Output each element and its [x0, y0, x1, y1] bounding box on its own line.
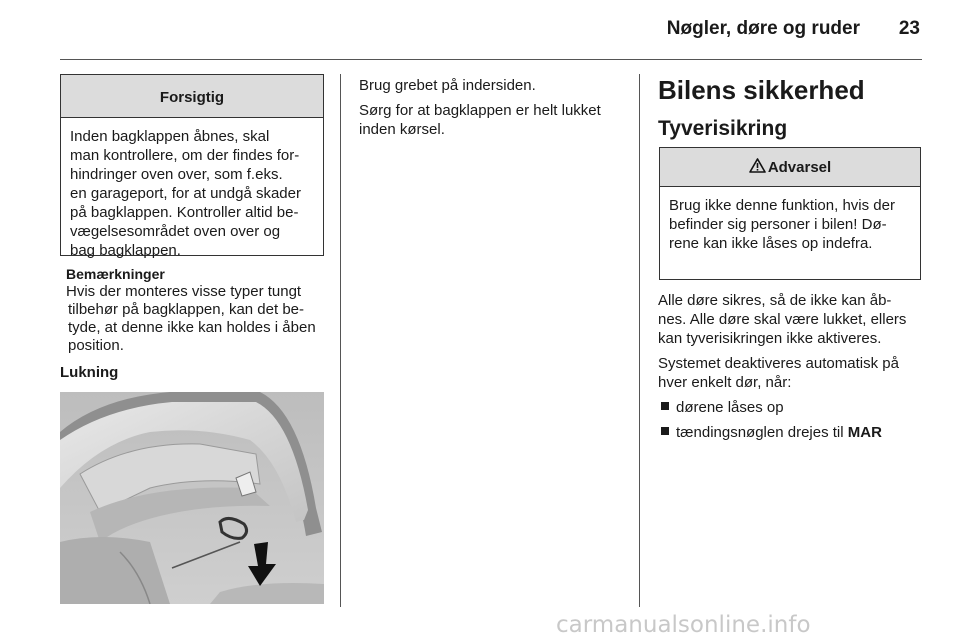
note-line: tyde, at denne ikke kan holdes i åben: [68, 319, 316, 336]
warning-line: befinder sig personer i bilen! Dø-: [669, 216, 887, 233]
closing-instructions: [359, 76, 629, 145]
tailgate-closing-illustration: [60, 392, 324, 604]
security-line: hver enkelt dør, når:: [658, 374, 792, 391]
security-line: Systemet deaktiveres automatisk på: [658, 355, 899, 372]
list-item: [658, 423, 928, 442]
header-title: Nøgler, døre og ruder: [666, 18, 860, 39]
warning-line: Brug ikke denne funktion, hvis der: [669, 197, 895, 214]
list-item: [658, 398, 928, 417]
closing-line: inden kørsel.: [359, 121, 445, 138]
warning-heading: [660, 148, 920, 187]
security-line: Alle døre sikres, så de ikke kan åb-: [658, 292, 892, 309]
caution-text: [61, 118, 323, 260]
caution-line: vægelsesområdet oven over og: [70, 223, 281, 240]
closing-paragraph: [359, 101, 629, 139]
bullet-square-icon: [661, 427, 669, 435]
note-line: Hvis der monteres visse typer tungt: [66, 283, 302, 300]
security-paragraph: [658, 291, 928, 348]
caution-line: på bagklappen. Kontroller altid be-: [70, 204, 299, 221]
security-text: [658, 291, 928, 448]
security-line: nes. Alle døre skal være lukket, ellers: [658, 311, 907, 328]
caution-box: [60, 74, 324, 259]
deactivation-list: [658, 398, 928, 442]
caution-line: man kontrollere, om der findes for-: [70, 147, 300, 164]
warning-heading-text: Advarsel: [767, 159, 832, 176]
column-divider: [340, 74, 341, 607]
caution-line: bag bagklappen.: [70, 242, 181, 259]
caution-line: en garageport, for at undgå skader: [70, 185, 301, 202]
bullet-square-icon: [661, 402, 669, 410]
security-line: kan tyverisikringen ikke aktiveres.: [658, 330, 882, 347]
warning-line: rene kan ikke låses op indefra.: [669, 235, 873, 252]
note-line: position.: [68, 337, 124, 354]
list-item-text: dørene låses op: [676, 399, 784, 416]
note-line: tilbehør på bagklappen, kan det be-: [68, 301, 304, 318]
caution-line: hindringer oven over, som f.eks.: [70, 166, 283, 183]
closing-line: Brug grebet på indersiden.: [359, 77, 536, 94]
section-title: Bilens sikkerhed: [658, 75, 865, 105]
subsection-title: Tyverisikring: [658, 117, 788, 140]
warning-text: [660, 187, 920, 253]
closing-heading: Lukning: [60, 364, 119, 381]
closing-line: Sørg for at bagklappen er helt lukket: [359, 102, 601, 119]
tailgate-illustration-svg: [60, 392, 324, 604]
closing-paragraph: [359, 76, 629, 95]
header-rule: [60, 59, 922, 60]
note-block: [66, 265, 328, 355]
page-number: 23: [898, 18, 920, 39]
list-item-bold: MAR: [847, 424, 882, 441]
caution-heading: Forsigtig: [61, 75, 323, 118]
security-paragraph: [658, 354, 928, 392]
list-item-text: tændingsnøglen drejes til: [676, 424, 848, 441]
column-divider: [639, 74, 640, 607]
note-heading: Bemærkninger: [66, 266, 165, 282]
watermark: carmanualsonline.info: [556, 612, 811, 638]
caution-line: Inden bagklappen åbnes, skal: [70, 128, 270, 145]
warning-box: [659, 147, 921, 280]
warning-triangle-icon: [749, 158, 766, 179]
